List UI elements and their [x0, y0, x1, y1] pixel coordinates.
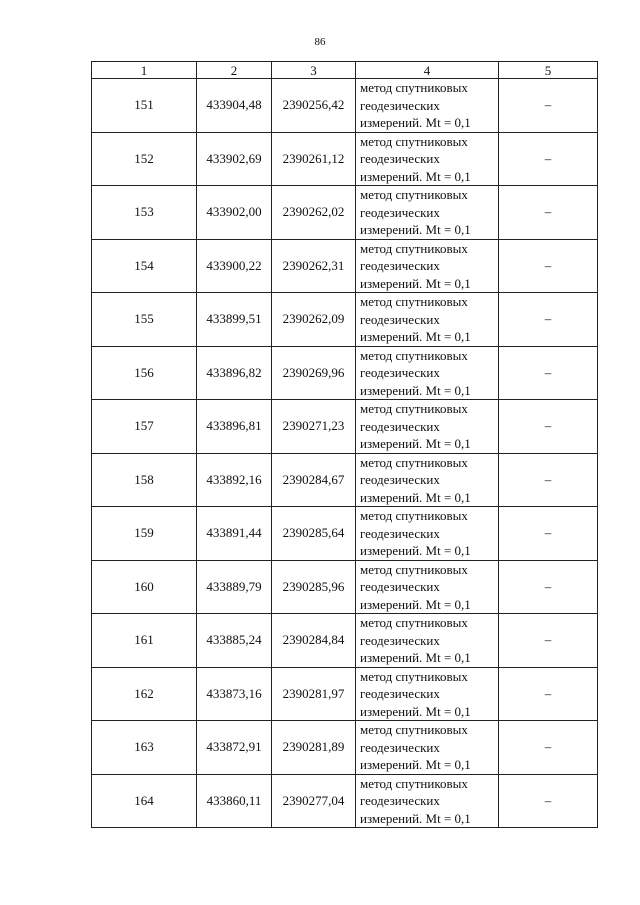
method-line-3: измерений. Mt = 0,1 [360, 222, 471, 237]
y-coordinate-cell: 2390262,31 [272, 239, 356, 293]
method-cell [356, 186, 499, 240]
method-cell [356, 667, 499, 721]
method-line-1: метод спутниковых [360, 454, 468, 470]
point-number-cell: 154 [92, 239, 197, 293]
y-coordinate-cell: 2390271,23 [272, 400, 356, 454]
method-line-2: геодезических [360, 472, 440, 487]
method-line-2: геодезических [360, 258, 440, 273]
point-number-cell: 162 [92, 667, 197, 721]
note-cell: – [499, 614, 598, 668]
method-line-1: метод спутниковых [360, 615, 468, 630]
note-cell: – [499, 400, 598, 454]
point-number-cell: 155 [92, 293, 197, 347]
column-header-5: 5 [499, 62, 598, 79]
y-coordinate-cell: 2390281,89 [272, 721, 356, 775]
y-coordinate-cell: 2390256,42 [272, 79, 356, 133]
point-number-cell: 152 [92, 132, 197, 186]
x-coordinate-cell: 433902,69 [197, 132, 272, 186]
y-coordinate-cell: 2390284,67 [272, 453, 356, 507]
table-row [92, 186, 598, 240]
method-line-1: метод спутниковых [360, 722, 468, 737]
method-line-2: геодезических [360, 311, 440, 327]
method-line-3: измерений. Mt = 0,1 [360, 757, 471, 772]
table-row [92, 293, 598, 347]
y-coordinate-cell: 2390262,09 [272, 293, 356, 347]
column-header-2: 2 [197, 62, 272, 79]
note-cell: – [499, 239, 598, 293]
y-coordinate-cell: 2390261,12 [272, 132, 356, 186]
x-coordinate-cell: 433873,16 [197, 667, 272, 721]
method-line-2: геодезических [360, 579, 440, 594]
x-coordinate-cell: 433899,51 [197, 293, 272, 347]
method-cell [356, 453, 499, 507]
table-row [92, 453, 598, 507]
method-line-2: геодезических [360, 632, 440, 648]
method-line-1: метод спутниковых [360, 80, 468, 95]
point-number-cell: 151 [92, 79, 197, 133]
note-cell: – [499, 667, 598, 721]
method-line-3: измерений. Mt = 0,1 [360, 703, 471, 719]
page-number: 86 [314, 36, 326, 48]
note-cell: – [499, 79, 598, 133]
method-line-2: геодезических [360, 793, 440, 808]
point-number-cell: 158 [92, 453, 197, 507]
note-cell: – [499, 132, 598, 186]
point-number-cell: 156 [92, 346, 197, 400]
method-line-3: измерений. Mt = 0,1 [360, 168, 471, 184]
method-line-2: геодезических [360, 525, 440, 541]
y-coordinate-cell: 2390277,04 [272, 774, 356, 828]
table-row [92, 667, 598, 721]
y-coordinate-cell: 2390262,02 [272, 186, 356, 240]
x-coordinate-cell: 433860,11 [197, 774, 272, 828]
method-line-3: измерений. Mt = 0,1 [360, 810, 471, 826]
method-line-3: измерений. Mt = 0,1 [360, 596, 471, 612]
column-header-3: 3 [272, 62, 356, 79]
x-coordinate-cell: 433891,44 [197, 507, 272, 561]
method-line-2: геодезических [360, 739, 440, 755]
x-coordinate-cell: 433885,24 [197, 614, 272, 668]
method-line-2: геодезических [360, 204, 440, 220]
method-line-1: метод спутниковых [360, 561, 468, 577]
coordinates-table [91, 61, 598, 828]
note-cell: – [499, 186, 598, 240]
method-line-3: измерений. Mt = 0,1 [360, 275, 471, 291]
method-line-3: измерений. Mt = 0,1 [360, 115, 471, 130]
method-cell [356, 614, 499, 668]
method-cell [356, 132, 499, 186]
table-row [92, 560, 598, 614]
x-coordinate-cell: 433872,91 [197, 721, 272, 775]
method-line-3: измерений. Mt = 0,1 [360, 543, 471, 558]
method-line-1: метод спутниковых [360, 187, 468, 202]
table-header-row [92, 62, 598, 79]
method-line-1: метод спутниковых [360, 508, 468, 523]
x-coordinate-cell: 433902,00 [197, 186, 272, 240]
table-row [92, 79, 598, 133]
table-row [92, 239, 598, 293]
method-line-1: метод спутниковых [360, 294, 468, 309]
x-coordinate-cell: 433892,16 [197, 453, 272, 507]
point-number-cell: 164 [92, 774, 197, 828]
method-line-3: измерений. Mt = 0,1 [360, 650, 471, 665]
table-row [92, 132, 598, 186]
table-row [92, 346, 598, 400]
method-line-1: метод спутниковых [360, 347, 468, 363]
method-cell [356, 79, 499, 133]
method-line-2: геодезических [360, 686, 440, 701]
method-line-2: геодезических [360, 365, 440, 380]
table-row [92, 721, 598, 775]
method-line-1: метод спутниковых [360, 775, 468, 791]
y-coordinate-cell: 2390281,97 [272, 667, 356, 721]
method-cell [356, 560, 499, 614]
table-row [92, 614, 598, 668]
table-row [92, 774, 598, 828]
method-line-1: метод спутниковых [360, 133, 468, 149]
method-cell [356, 346, 499, 400]
method-line-3: измерений. Mt = 0,1 [360, 436, 471, 451]
method-cell [356, 507, 499, 561]
method-cell [356, 721, 499, 775]
table-body [92, 79, 598, 828]
note-cell: – [499, 507, 598, 561]
method-cell [356, 293, 499, 347]
point-number-cell: 159 [92, 507, 197, 561]
x-coordinate-cell: 433896,82 [197, 346, 272, 400]
y-coordinate-cell: 2390269,96 [272, 346, 356, 400]
column-header-1: 1 [92, 62, 197, 79]
x-coordinate-cell: 433889,79 [197, 560, 272, 614]
column-header-4: 4 [356, 62, 499, 79]
method-cell [356, 774, 499, 828]
point-number-cell: 161 [92, 614, 197, 668]
table-row [92, 507, 598, 561]
x-coordinate-cell: 433904,48 [197, 79, 272, 133]
note-cell: – [499, 293, 598, 347]
x-coordinate-cell: 433900,22 [197, 239, 272, 293]
table-row [92, 400, 598, 454]
note-cell: – [499, 453, 598, 507]
y-coordinate-cell: 2390284,84 [272, 614, 356, 668]
method-line-1: метод спутниковых [360, 401, 468, 416]
method-line-1: метод спутниковых [360, 668, 468, 684]
note-cell: – [499, 346, 598, 400]
x-coordinate-cell: 433896,81 [197, 400, 272, 454]
method-cell [356, 400, 499, 454]
point-number-cell: 153 [92, 186, 197, 240]
method-line-3: измерений. Mt = 0,1 [360, 329, 471, 344]
method-line-2: геодезических [360, 418, 440, 434]
method-cell [356, 239, 499, 293]
method-line-3: измерений. Mt = 0,1 [360, 489, 471, 505]
note-cell: – [499, 721, 598, 775]
method-line-2: геодезических [360, 151, 440, 166]
method-line-1: метод спутниковых [360, 240, 468, 256]
y-coordinate-cell: 2390285,96 [272, 560, 356, 614]
note-cell: – [499, 560, 598, 614]
method-line-2: геодезических [360, 97, 440, 113]
point-number-cell: 163 [92, 721, 197, 775]
point-number-cell: 160 [92, 560, 197, 614]
y-coordinate-cell: 2390285,64 [272, 507, 356, 561]
note-cell: – [499, 774, 598, 828]
method-line-3: измерений. Mt = 0,1 [360, 382, 471, 398]
point-number-cell: 157 [92, 400, 197, 454]
